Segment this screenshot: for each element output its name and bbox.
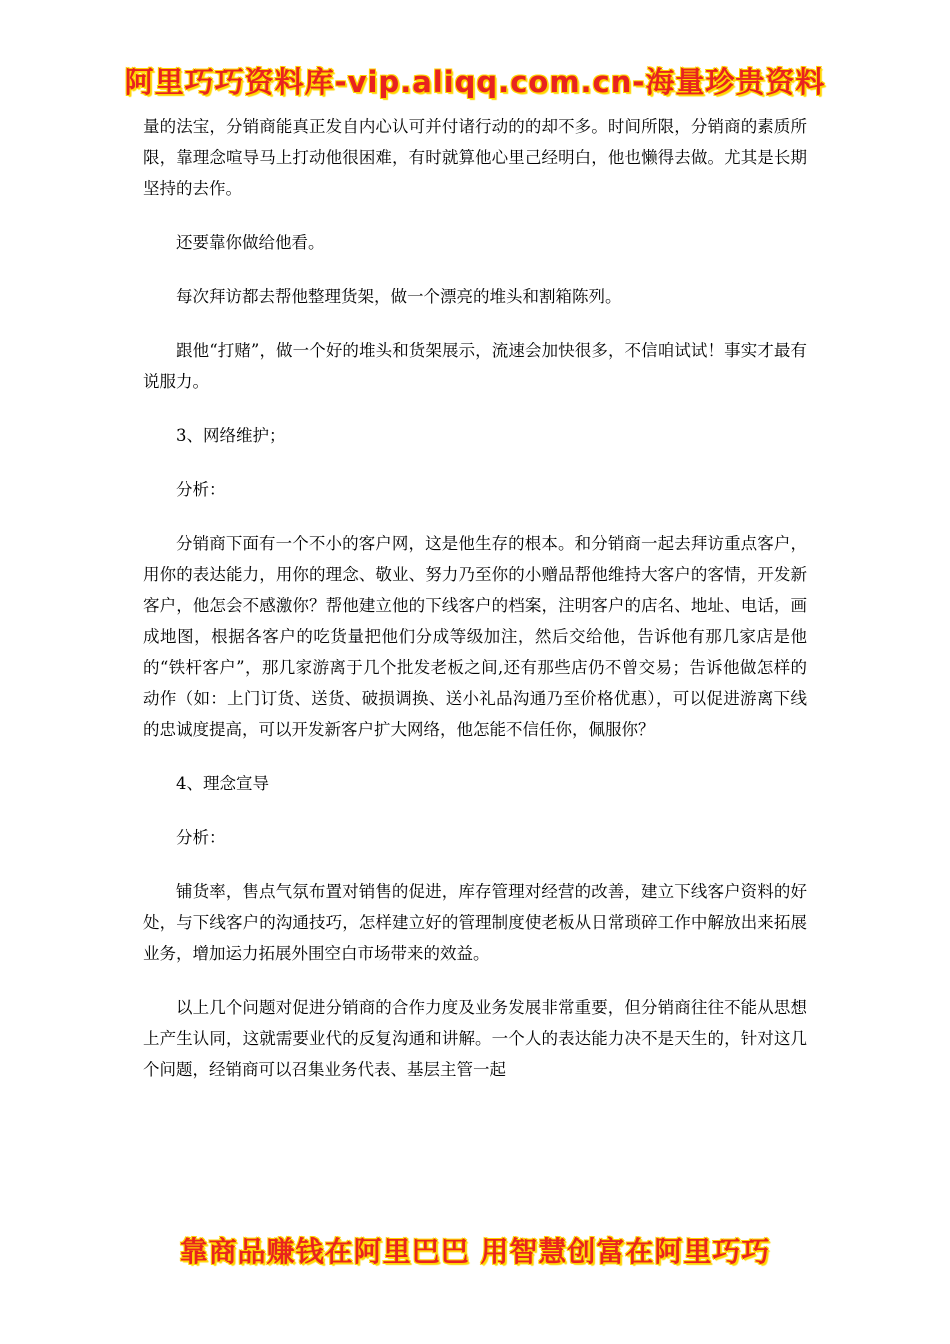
document-body [143,111,807,1108]
header-banner: 阿里巧巧资料库-vip.aliqq.com.cn-海量珍贵资料 [124,65,826,99]
analysis-label: 分析： [176,480,226,499]
footer-banner: 靠商品赚钱在阿里巴巴 用智慧创富在阿里巧巧 [179,1235,771,1268]
analysis-label: 分析： [176,828,226,847]
paragraph: 分销商下面有一个不小的客户网，这是他生存的根本。和分销商一起去拜访重点客户，用你的表达能力，用你的理念、敬业、努力乃至你的小赠品帮他维持大客户的客情，开发新客户，他怎会不感激你？帮他建立他的下线客户的档案，注明客户的店名、地址、电话，画成地图，根据各客户的吃货量把他们分成等级加注，然后交给他，告诉他有那几家店是他的“铁杆客户”，那几家游离于几个批发老板之间,还有那些店仍不曾交易；告诉他做怎样的动作（如：上门订货、送货、破损调换、送小礼品沟通乃至价格优惠），可以促进游离下线的忠诚度提高，可以开发新客户扩大网络，他怎能不信任你，佩服你？ [143,534,807,739]
paragraph-continuation: 量的法宝，分销商能真正发自内心认可并付诸行动的的却不多。时间所限，分销商的素质所限，靠理念喧导马上打动他很困难，有时就算他心里己经明白，他也懒得去做。尤其是长期坚持的去作。 [143,117,807,198]
paragraph: 以上几个问题对促进分销商的合作力度及业务发展非常重要，但分销商往往不能从思想上产生认同，这就需要业代的反复沟通和讲解。一个人的表达能力决不是天生的，针对这几个问题，经销商可以召集业务代表、基层主管一起 [143,998,807,1079]
section-heading: 3、网络维护； [176,426,286,445]
paragraph: 铺货率，售点气氛布置对销售的促进，库存管理对经营的改善，建立下线客户资料的好处，与下线客户的沟通技巧，怎样建立好的管理制度使老板从日常琐碎工作中解放出来拓展业务，增加运力拓展外围空白市场带来的效益。 [143,882,807,963]
paragraph: 每次拜访都去帮他整理货架，做一个漂亮的堆头和割箱陈列。 [176,287,622,306]
paragraph: 跟他“打赌”，做一个好的堆头和货架展示，流速会加快很多，不信咱试试！事实才最有说服力。 [143,341,807,391]
section-heading: 4、理念宣导 [176,774,269,793]
paragraph: 还要靠你做给他看。 [176,233,325,252]
